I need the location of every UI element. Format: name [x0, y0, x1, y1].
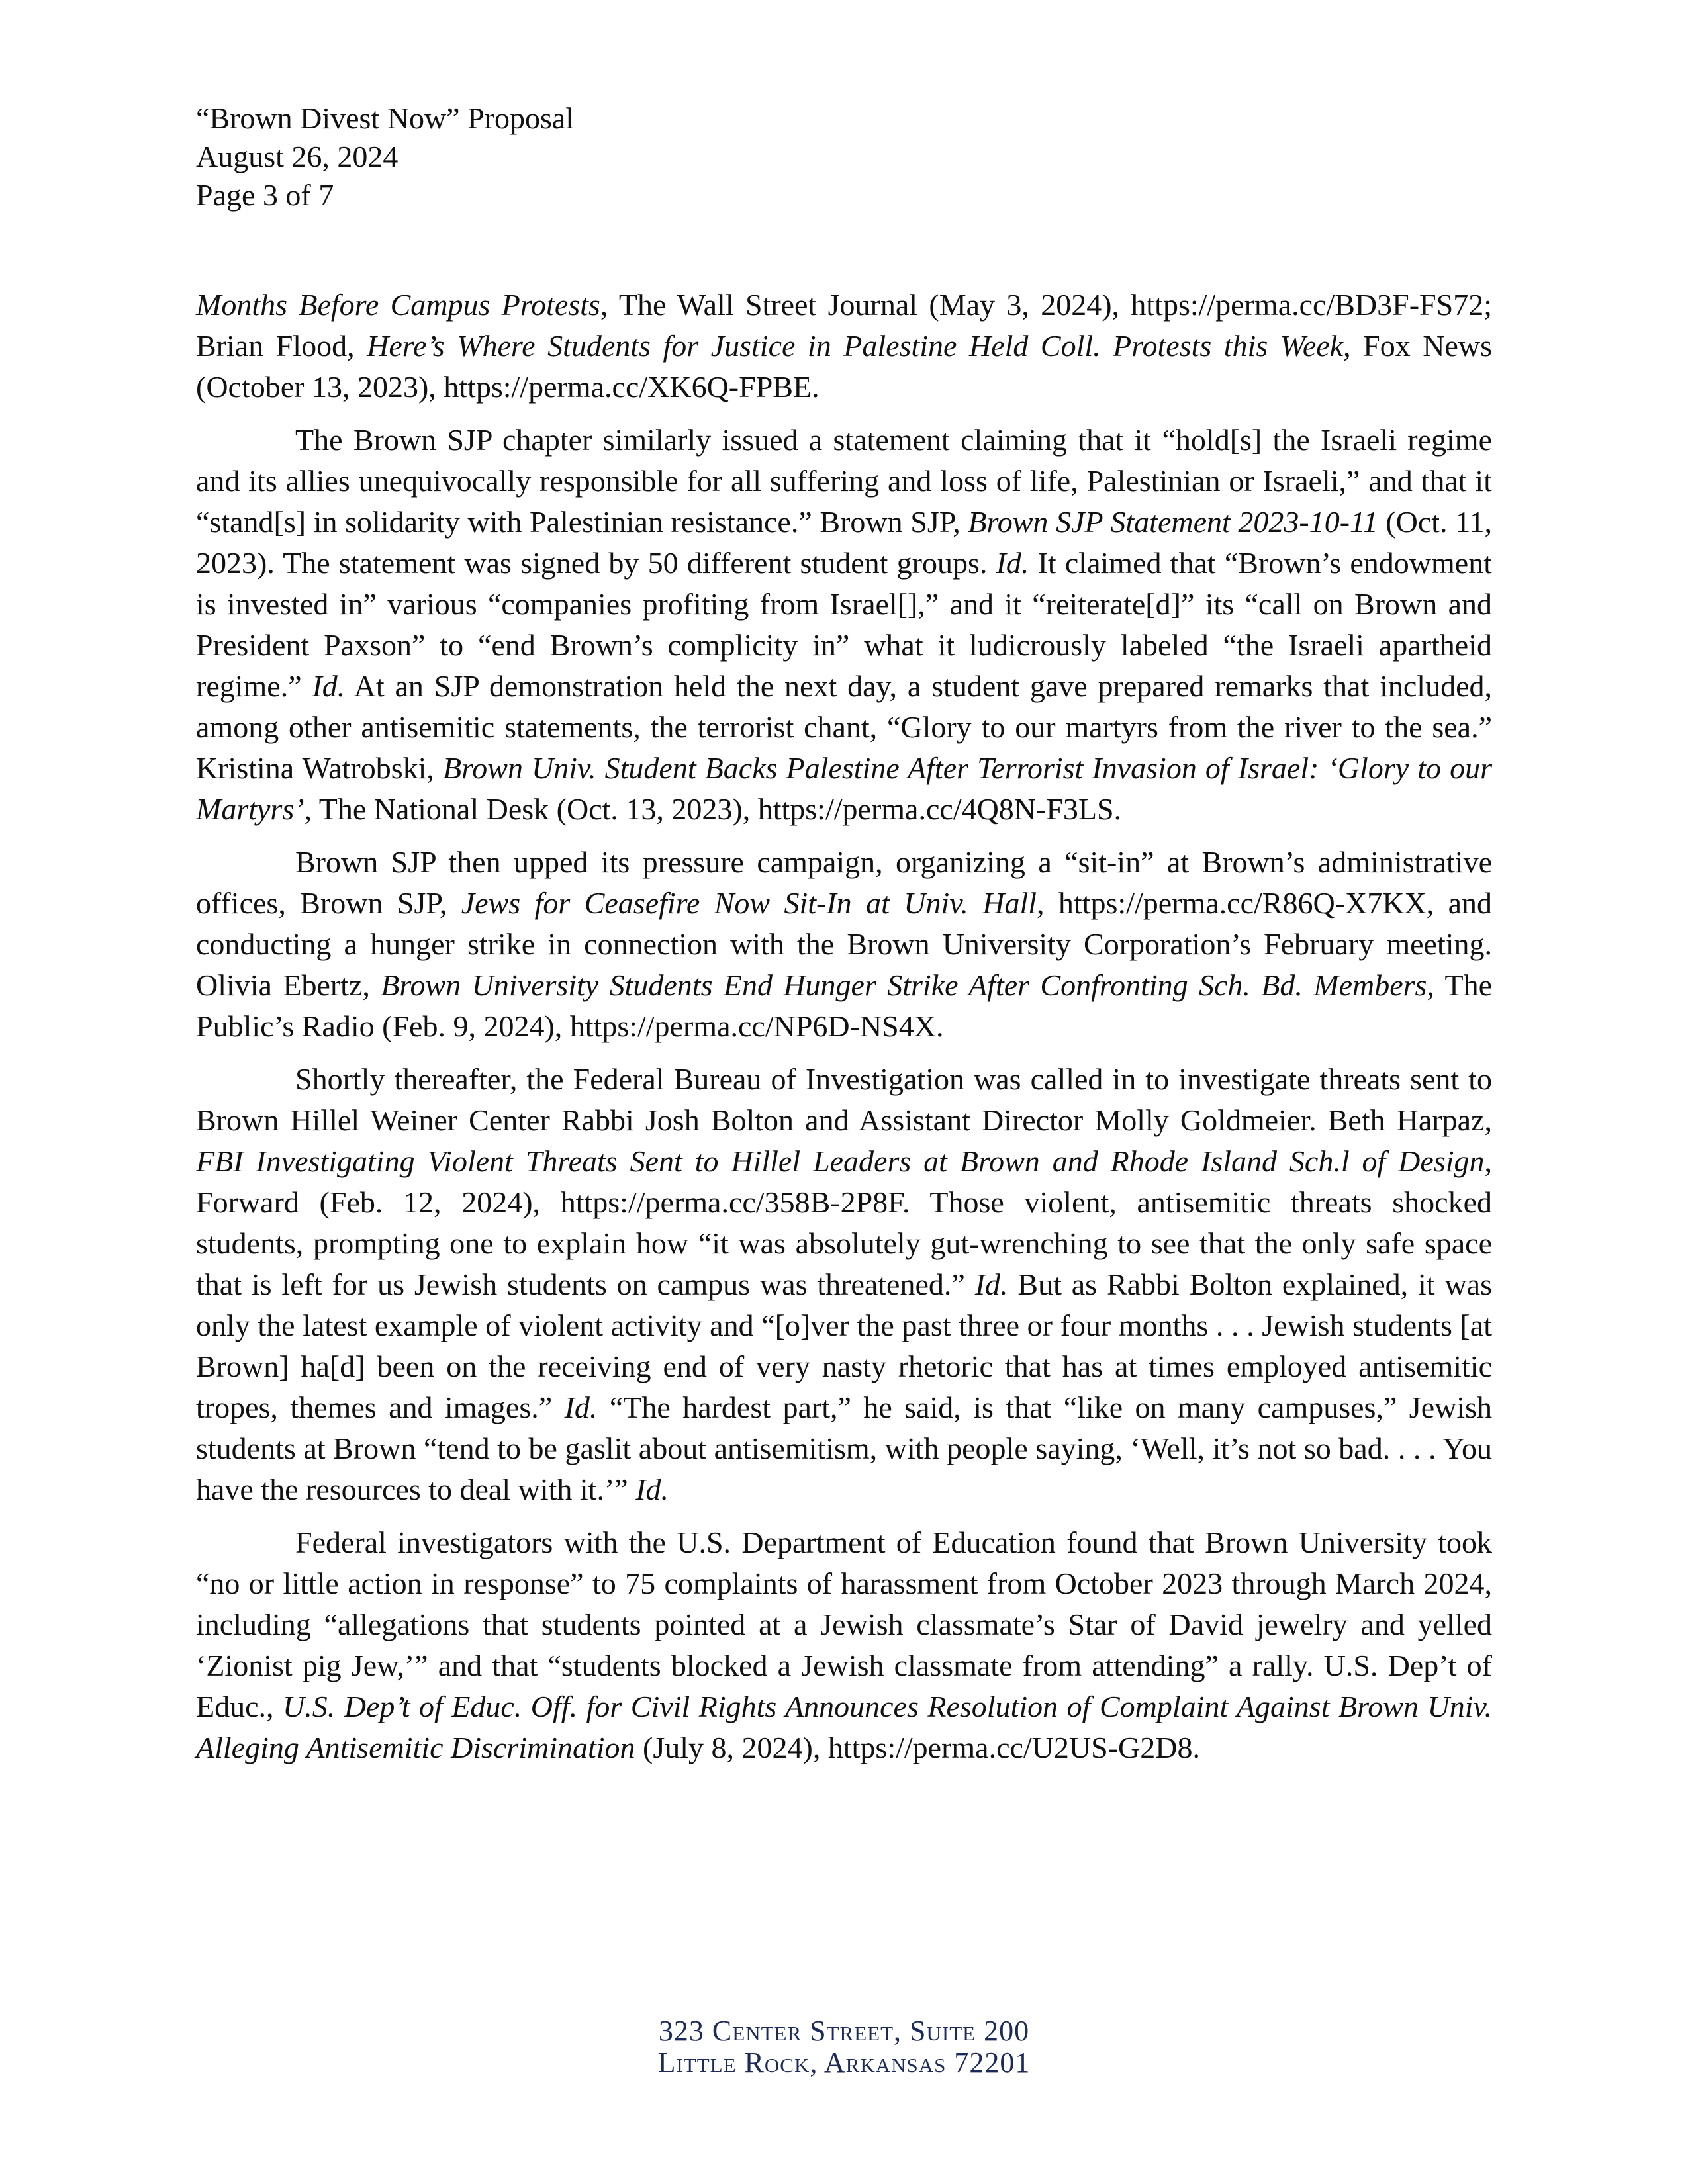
paragraph-text: , https://perma.cc/R86Q-X7KX, and conducting a hunger strike in connection with the Brown University Corporation’s February meeting. Olivia Ebertz,: [196, 886, 1492, 1002]
citation-title: U.S. Dep’t of Educ. Off. for Civil Rights Announces Resolution of Complaint Against Brown Univ. Alleging Antisemitic Discrimination: [196, 1690, 1493, 1764]
citation-title: Id.: [996, 546, 1029, 580]
paragraph-text: , Forward (Feb. 12, 2024), https://perma.cc/358B-2P8F. Those violent, antisemitic threats shocked students, prompting one to explain how “it was absolutely gut-wrenching to see that the only safe space that is left for us Jewish students on campus was threatened.”: [196, 1144, 1492, 1301]
citation-title: Here’s Where Students for Justice in Palestine Held Coll. Protests this Week: [367, 329, 1344, 363]
citation-title: Jews for Ceasefire Now Sit-In at Univ. Hall: [461, 886, 1037, 920]
paragraph-text: The Brown SJP chapter similarly issued a statement claiming that it “hold[s] the Israeli regime and its allies unequivocally responsible for all suffering and loss of life, Palestinian or Israeli,” and that it “stand[s] in solidarity with Palestinian resistance.” Brown SJP,: [196, 423, 1492, 539]
citation-title: Id.: [312, 669, 346, 703]
citation-title: Brown Univ. Student Backs Palestine After Terrorist Invasion of Israel: ‘Glory to our Martyrs’: [196, 751, 1492, 826]
address-street: 323 Center Street, Suite 200: [658, 2015, 1030, 2047]
body-paragraph: [196, 285, 1492, 408]
paragraph-text: At an SJP demonstration held the next day, a student gave prepared remarks that included, among other antisemitic statements, the terrorist chant, “Glory to our martyrs from the river to the sea.” Kristina Watrobski,: [196, 669, 1492, 785]
paragraph-text: Shortly thereafter, the Federal Bureau of Investigation was called in to investigate threats sent to Brown Hillel Weiner Center Rabbi Josh Bolton and Assistant Director Molly Goldmeier. Beth Harpaz,: [196, 1062, 1492, 1137]
paragraph-text: (Oct. 11, 2023). The statement was signed by 50 different student groups.: [196, 505, 1493, 580]
address-footer: [0, 2015, 1688, 2079]
address-city: Little Rock, Arkansas 72201: [657, 2046, 1031, 2079]
citation-title: Id.: [635, 1473, 669, 1506]
paragraph-text: “The hardest part,” he said, is that “like on many campuses,” Jewish students at Brown “tend to be gaslit about antisemitism, with people saying, ‘Well, it’s not so bad. . . . You have the resources to deal with it.’”: [196, 1390, 1493, 1506]
paragraph-text: Brown SJP then upped its pressure campaign, organizing a “sit-in” at Brown’s administrative offices, Brown SJP,: [196, 845, 1492, 920]
paragraph-text: Federal investigators with the U.S. Department of Education found that Brown University took “no or little action in response” to 75 complaints of harassment from October 2023 through March 2024, including “allegations that students pointed at a Jewish classmate’s Star of David jewelry and yelled ‘Zionist pig Jew,’” and that “students blocked a Jewish classmate from attending” a rally. U.S. Dep’t of Educ.,: [196, 1525, 1492, 1723]
citation-title: Id.: [564, 1390, 598, 1424]
body-paragraph: [196, 1059, 1492, 1510]
letter-date: August 26, 2024: [196, 140, 399, 173]
citation-title: Brown SJP Statement 2023-10-11: [968, 505, 1378, 539]
body-paragraph: [196, 842, 1492, 1047]
paragraph-text: It claimed that “Brown’s endowment is invested in” various “companies profiting from Israel[],” and it “reiterate[d]” its “call on Brown and President Paxson” to “end Brown’s complicity in” what it ludicrously labeled “the Israeli apartheid regime.”: [196, 546, 1493, 703]
citation-title: Id.: [974, 1267, 1008, 1301]
body-paragraph: [196, 1522, 1492, 1768]
citation-title: FBI Investigating Violent Threats Sent to Hillel Leaders at Brown and Rhode Island Sch.l of Design: [196, 1144, 1485, 1178]
page-number: Page 3 of 7: [196, 178, 334, 212]
paragraph-text: , The Public’s Radio (Feb. 9, 2024), https://perma.cc/NP6D-NS4X.: [196, 968, 1492, 1043]
paragraph-text: But as Rabbi Bolton explained, it was only the latest example of violent activity and “[o]ver the past three or four months . . . Jewish students [at Brown] ha[d] been on the receiving end of very nasty rhetoric that has at times employed antisemitic tropes, themes and images.”: [196, 1267, 1493, 1424]
paragraph-text: , The National Desk (Oct. 13, 2023), https://perma.cc/4Q8N-F3LS.: [304, 792, 1122, 826]
paragraph-text: , The Wall Street Journal (May 3, 2024), https://perma.cc/BD3F-FS72; Brian Flood,: [196, 288, 1492, 363]
letter-body: [196, 285, 1492, 1780]
letter-header: [196, 99, 574, 214]
proposal-title: “Brown Divest Now” Proposal: [196, 101, 575, 135]
paragraph-text: (July 8, 2024), https://perma.cc/U2US-G2D8.: [635, 1731, 1200, 1764]
body-paragraph: [196, 420, 1492, 830]
citation-title: Brown University Students End Hunger Strike After Confronting Sch. Bd. Members: [381, 968, 1427, 1002]
paragraph-text: , Fox News (October 13, 2023), https://perma.cc/XK6Q-FPBE.: [196, 329, 1493, 404]
citation-title: Months Before Campus Protests: [196, 288, 600, 322]
